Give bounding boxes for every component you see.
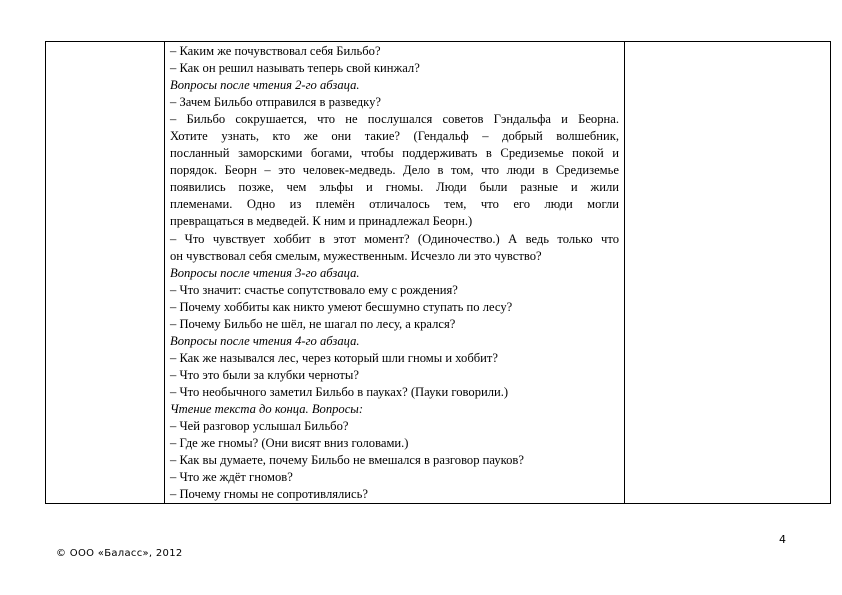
text-line: – Как же назывался лес, через который шли гномы и хоббит? [170, 350, 498, 365]
text-line: – Что же ждёт гномов? [170, 470, 293, 485]
section-heading: Вопросы после чтения 2-го абзаца. [170, 78, 360, 93]
text-line: – Чей разговор услышал Бильбо? [170, 419, 349, 434]
footer-copyright: © ООО «Баласс», 2012 [56, 548, 183, 559]
text-line: – Почему Бильбо не шёл, не шагал по лесу, а крался? [170, 316, 456, 331]
text-line: – Бильбо сокрушается, что не послушался советов Гэндальфа и Беорна. [170, 112, 619, 127]
section-heading: Чтение текста до конца. Вопросы: [170, 401, 364, 416]
text-line: – Зачем Бильбо отправился в разведку? [170, 95, 381, 110]
text-line: – Каким же почувствовал себя Бильбо? [170, 44, 381, 58]
text-line: – Как вы думаете, почему Бильбо не вмешался в разговор пауков? [170, 453, 524, 468]
text-line: племенами. Одно из племён отличалось тем, что его люди могли [170, 197, 619, 212]
questions-text [165, 42, 624, 503]
text-line: – Почему хоббиты как никто умеют бесшумно ступать по лесу? [170, 299, 513, 314]
text-line: – Где же гномы? (Они висят вниз головами.) [170, 436, 409, 451]
text-line: – Что значит: счастье сопутствовало ему с рождения? [170, 282, 458, 297]
lesson-table [45, 41, 831, 504]
text-line: появились позже, чем эльфы и гномы. Люди были разные и жили [170, 180, 619, 195]
text-line: посланный заморскими богами, чтобы поддерживать в Средиземье покой и [170, 146, 619, 161]
text-line: – Что это были за клубки черноты? [170, 367, 359, 382]
text-line: превращаться в медведей. К ним и принадлежал Беорн.) [170, 214, 473, 229]
text-line: – Как он решил называть теперь свой кинжал? [170, 61, 420, 76]
text-line: – Почему гномы не сопротивлялись? [170, 487, 368, 502]
table-row [46, 42, 831, 504]
section-heading: Вопросы после чтения 3-го абзаца. [170, 265, 360, 280]
table-cell-right [625, 42, 831, 504]
text-line: – Что чувствует хоббит в этот момент? (Одиночество.) А ведь только что [170, 231, 619, 246]
text-line: – Что необычного заметил Бильбо в пауках? (Пауки говорили.) [170, 384, 509, 399]
text-line: он чувствовал себя смелым, мужественным. Исчезло ли это чувство? [170, 248, 542, 263]
section-heading: Вопросы после чтения 4-го абзаца. [170, 333, 360, 348]
page-number: 4 [779, 533, 786, 546]
text-line: порядок. Беорн – это человек-медведь. Дело в том, что люди в Средиземье [170, 163, 619, 178]
text-line: Хотите узнать, кто же они такие? (Гендальф – добрый волшебник, [170, 129, 619, 144]
table-cell-questions [165, 42, 625, 504]
table-cell-left [46, 42, 165, 504]
